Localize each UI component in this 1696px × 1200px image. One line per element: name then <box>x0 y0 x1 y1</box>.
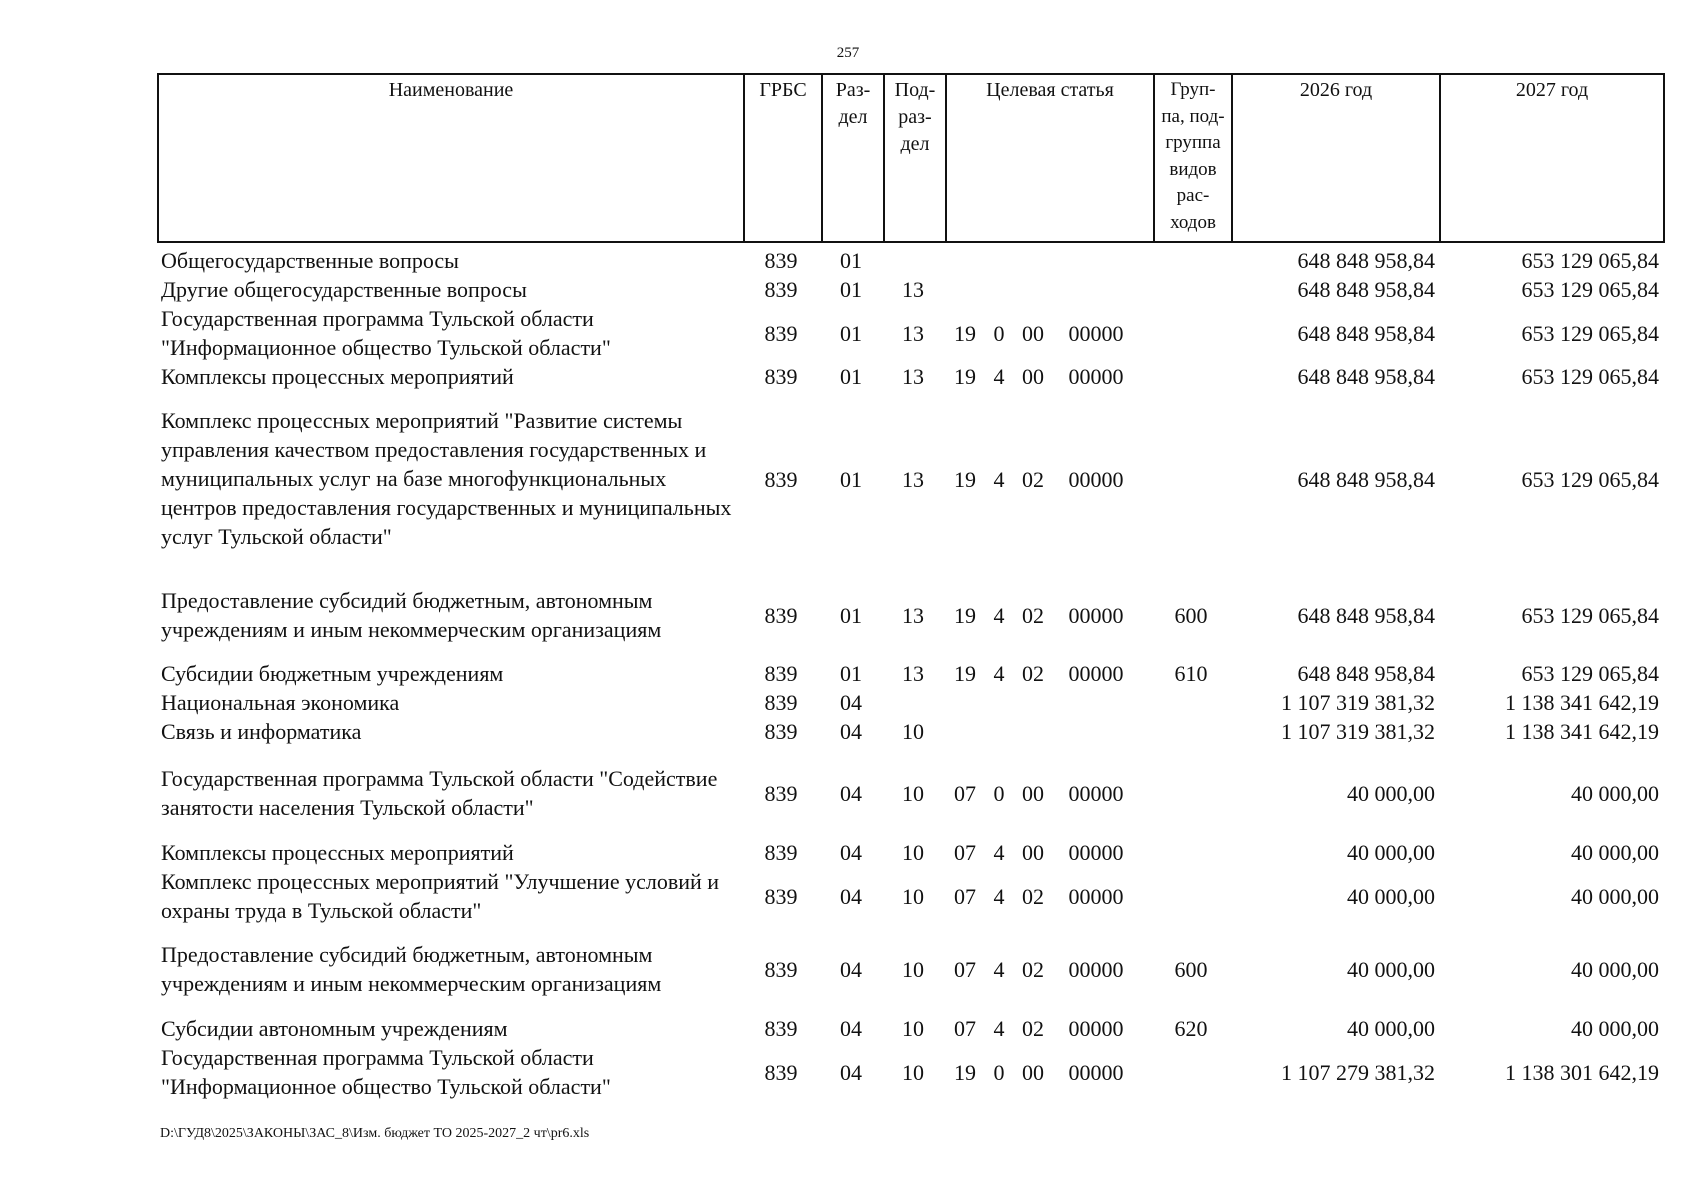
cell-t1: 19 <box>954 467 976 492</box>
header-group: Груп- па, под- группа видов рас- ходов <box>1161 79 1225 233</box>
cell-y2026: 1 107 279 381,32 <box>1281 1060 1435 1085</box>
cell-y2027: 653 129 065,84 <box>1521 364 1659 389</box>
cell-t1: 19 <box>954 661 976 686</box>
cell-y2026: 648 848 958,84 <box>1297 321 1435 346</box>
table-header <box>157 73 1665 243</box>
cell-pr: 10 <box>902 1060 924 1085</box>
cell-vr: 610 <box>1174 661 1208 686</box>
cell-pr: 13 <box>902 603 924 628</box>
cell-y2026: 648 848 958,84 <box>1297 603 1435 628</box>
cell-rz: 01 <box>840 603 862 628</box>
cell-grbs: 839 <box>764 467 798 492</box>
cell-rz: 01 <box>840 364 862 389</box>
row-name: Государственная программа Тульской области "Информационное общество Тульской области" <box>161 1045 611 1099</box>
table-row <box>157 688 1665 717</box>
cell-y2027: 1 138 301 642,19 <box>1505 1060 1659 1085</box>
table-row <box>157 246 1665 275</box>
page-number: 257 <box>836 45 860 61</box>
cell-grbs: 839 <box>764 957 798 982</box>
row-name: Комплексы процессных мероприятий <box>161 364 514 389</box>
row-name: Государственная программа Тульской области "Содействие занятости населения Тульской области" <box>161 766 718 820</box>
cell-pr: 10 <box>902 884 924 909</box>
cell-t3: 02 <box>1022 884 1044 909</box>
cell-grbs: 839 <box>764 1060 798 1085</box>
cell-y2027: 40 000,00 <box>1571 884 1659 909</box>
cell-t4: 00000 <box>1068 467 1124 492</box>
cell-y2026: 40 000,00 <box>1347 884 1435 909</box>
cell-t3: 00 <box>1022 321 1044 346</box>
cell-grbs: 839 <box>764 248 798 273</box>
row-name: Государственная программа Тульской области "Информационное общество Тульской области" <box>161 306 611 360</box>
cell-t4: 00000 <box>1068 840 1124 865</box>
cell-t4: 00000 <box>1068 321 1124 346</box>
cell-y2026: 40 000,00 <box>1347 1016 1435 1041</box>
cell-t4: 00000 <box>1068 884 1124 909</box>
cell-t2: 0 <box>993 321 1005 346</box>
header-razdel: Раз- дел <box>835 79 871 128</box>
header-name: Наименование <box>388 79 514 101</box>
cell-pr: 10 <box>902 719 924 744</box>
file-path: D:\ГУД8\2025\ЗАКОНЫ\ЗАС_8\Изм. бюджет ТО 2025-2027_2 чт\pr6.xls <box>160 1126 590 1141</box>
header-grbs: ГРБС <box>759 79 807 101</box>
cell-t4: 00000 <box>1068 603 1124 628</box>
cell-t4: 00000 <box>1068 364 1124 389</box>
cell-y2026: 1 107 319 381,32 <box>1281 690 1435 715</box>
table-row <box>157 867 1665 925</box>
cell-y2027: 40 000,00 <box>1571 1016 1659 1041</box>
cell-t4: 00000 <box>1068 781 1124 806</box>
table-row <box>157 406 1665 552</box>
cell-grbs: 839 <box>764 321 798 346</box>
cell-grbs: 839 <box>764 277 798 302</box>
cell-vr: 600 <box>1174 603 1208 628</box>
cell-vr: 600 <box>1174 957 1208 982</box>
cell-t1: 19 <box>954 364 976 389</box>
cell-t3: 00 <box>1022 364 1044 389</box>
cell-rz: 01 <box>840 321 862 346</box>
cell-y2027: 653 129 065,84 <box>1521 277 1659 302</box>
cell-t2: 4 <box>993 1016 1005 1041</box>
cell-y2026: 40 000,00 <box>1347 840 1435 865</box>
cell-y2027: 1 138 341 642,19 <box>1505 719 1659 744</box>
cell-grbs: 839 <box>764 603 798 628</box>
cell-pr: 10 <box>902 957 924 982</box>
cell-t1: 07 <box>954 957 976 982</box>
cell-t3: 02 <box>1022 467 1044 492</box>
cell-t1: 07 <box>954 884 976 909</box>
cell-y2027: 653 129 065,84 <box>1521 467 1659 492</box>
cell-rz: 01 <box>840 277 862 302</box>
row-name: Комплекс процессных мероприятий "Улучшение условий и охраны труда в Тульской области" <box>161 869 720 923</box>
cell-rz: 01 <box>840 248 862 273</box>
cell-grbs: 839 <box>764 719 798 744</box>
cell-rz: 04 <box>840 690 862 715</box>
cell-t3: 02 <box>1022 603 1044 628</box>
cell-y2026: 648 848 958,84 <box>1297 364 1435 389</box>
cell-t2: 0 <box>993 1060 1005 1085</box>
cell-rz: 04 <box>840 840 862 865</box>
row-name: Национальная экономика <box>161 690 400 715</box>
row-name: Предоставление субсидий бюджетным, автономным учреждениям и иным некоммерческим организациям <box>161 588 662 642</box>
table-row <box>157 362 1665 391</box>
cell-t1: 07 <box>954 840 976 865</box>
cell-t2: 4 <box>993 603 1005 628</box>
cell-t1: 19 <box>954 1060 976 1085</box>
cell-grbs: 839 <box>764 661 798 686</box>
cell-grbs: 839 <box>764 840 798 865</box>
table-row <box>157 1014 1665 1043</box>
cell-t2: 4 <box>993 957 1005 982</box>
cell-y2026: 648 848 958,84 <box>1297 248 1435 273</box>
cell-rz: 04 <box>840 957 862 982</box>
cell-y2027: 653 129 065,84 <box>1521 321 1659 346</box>
table-row <box>157 275 1665 304</box>
cell-t3: 00 <box>1022 781 1044 806</box>
row-name: Общегосударственные вопросы <box>161 248 459 273</box>
table-row <box>157 940 1665 998</box>
header-2026: 2026 год <box>1299 79 1373 101</box>
cell-y2027: 1 138 341 642,19 <box>1505 690 1659 715</box>
cell-t2: 4 <box>993 364 1005 389</box>
cell-t3: 02 <box>1022 1016 1044 1041</box>
cell-rz: 04 <box>840 719 862 744</box>
cell-rz: 04 <box>840 781 862 806</box>
cell-y2026: 648 848 958,84 <box>1297 277 1435 302</box>
cell-pr: 10 <box>902 840 924 865</box>
cell-t2: 0 <box>993 781 1005 806</box>
row-name: Предоставление субсидий бюджетным, автономным учреждениям и иным некоммерческим организациям <box>161 942 662 996</box>
cell-t2: 4 <box>993 467 1005 492</box>
table-row <box>157 304 1665 362</box>
row-name: Комплекс процессных мероприятий "Развитие системы управления качеством предоставления государственных и муниципальных услуг на базе многофункциональных центров предоставления государственных и муниципальных услуг Тульской области" <box>161 408 732 549</box>
cell-y2026: 648 848 958,84 <box>1297 661 1435 686</box>
cell-rz: 04 <box>840 884 862 909</box>
cell-y2027: 653 129 065,84 <box>1521 603 1659 628</box>
cell-pr: 13 <box>902 467 924 492</box>
cell-rz: 04 <box>840 1016 862 1041</box>
cell-t1: 19 <box>954 603 976 628</box>
cell-grbs: 839 <box>764 781 798 806</box>
cell-rz: 01 <box>840 661 862 686</box>
cell-y2027: 653 129 065,84 <box>1521 248 1659 273</box>
header-2027: 2027 год <box>1515 79 1589 101</box>
table-row <box>157 764 1665 822</box>
cell-t1: 07 <box>954 1016 976 1041</box>
cell-y2027: 653 129 065,84 <box>1521 661 1659 686</box>
cell-y2027: 40 000,00 <box>1571 957 1659 982</box>
cell-pr: 13 <box>902 661 924 686</box>
cell-y2027: 40 000,00 <box>1571 840 1659 865</box>
cell-y2027: 40 000,00 <box>1571 781 1659 806</box>
cell-t4: 00000 <box>1068 661 1124 686</box>
cell-pr: 13 <box>902 364 924 389</box>
cell-grbs: 839 <box>764 1016 798 1041</box>
row-name: Субсидии бюджетным учреждениям <box>161 661 504 686</box>
cell-y2026: 40 000,00 <box>1347 957 1435 982</box>
cell-t1: 19 <box>954 321 976 346</box>
cell-rz: 04 <box>840 1060 862 1085</box>
cell-grbs: 839 <box>764 690 798 715</box>
cell-t1: 07 <box>954 781 976 806</box>
cell-t3: 00 <box>1022 840 1044 865</box>
cell-pr: 13 <box>902 321 924 346</box>
cell-t4: 00000 <box>1068 1060 1124 1085</box>
row-name: Субсидии автономным учреждениям <box>161 1016 508 1041</box>
cell-t3: 02 <box>1022 661 1044 686</box>
cell-t3: 00 <box>1022 1060 1044 1085</box>
cell-t4: 00000 <box>1068 1016 1124 1041</box>
header-podrazdel: Под- раз- дел <box>894 79 936 155</box>
cell-t3: 02 <box>1022 957 1044 982</box>
row-name: Связь и информатика <box>161 719 362 744</box>
cell-grbs: 839 <box>764 364 798 389</box>
cell-y2026: 648 848 958,84 <box>1297 467 1435 492</box>
cell-vr: 620 <box>1174 1016 1208 1041</box>
cell-rz: 01 <box>840 467 862 492</box>
table-row <box>157 1043 1665 1101</box>
cell-t4: 00000 <box>1068 957 1124 982</box>
cell-pr: 13 <box>902 277 924 302</box>
cell-t2: 4 <box>993 884 1005 909</box>
cell-grbs: 839 <box>764 884 798 909</box>
cell-t2: 4 <box>993 840 1005 865</box>
cell-pr: 10 <box>902 781 924 806</box>
cell-t2: 4 <box>993 661 1005 686</box>
row-name: Другие общегосударственные вопросы <box>161 277 527 302</box>
cell-pr: 10 <box>902 1016 924 1041</box>
header-target: Целевая статья <box>986 79 1114 101</box>
cell-y2026: 1 107 319 381,32 <box>1281 719 1435 744</box>
table-row <box>157 717 1665 746</box>
row-name: Комплексы процессных мероприятий <box>161 840 514 865</box>
table-row <box>157 659 1665 688</box>
cell-y2026: 40 000,00 <box>1347 781 1435 806</box>
table-row <box>157 838 1665 867</box>
table-row <box>157 586 1665 644</box>
